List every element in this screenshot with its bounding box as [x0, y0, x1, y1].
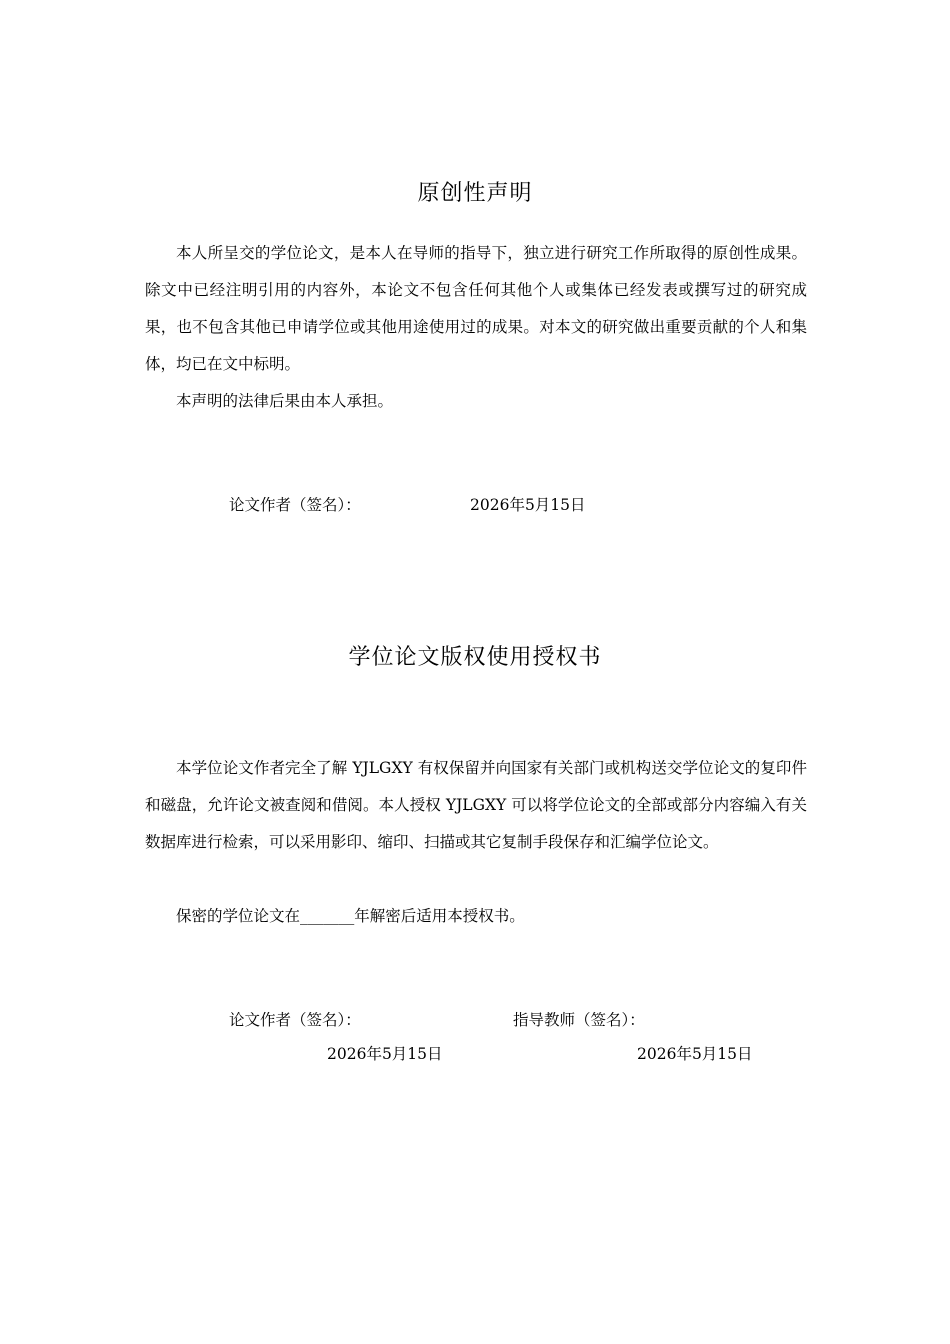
- authorization-title: 学位论文版权使用授权书: [348, 645, 602, 670]
- authorization-advisor-date: 2026年5月15日: [637, 1045, 753, 1063]
- declaration-author-signature-label: 论文作者（签名）：: [229, 496, 361, 514]
- declaration-paragraph-2: 本声明的法律后果由本人承担。: [176, 392, 394, 410]
- declaration-date: 2026年5月15日: [470, 496, 586, 514]
- authorization-paragraph-2: 保密的学位论文在_______年解密后适用本授权书。: [176, 907, 525, 925]
- authorization-author-date: 2026年5月15日: [327, 1045, 443, 1063]
- declaration-paragraph-1: 本人所呈交的学位论文，是本人在导师的指导下，独立进行研究工作所取得的原创性成果。除文中已经注明引用的内容外，本论文不包含任何其他个人或集体已经发表或撰写过的研究成果，也不包含其他已申请学位或其他用途使用过的成果。对本文的研究做出重要贡献的个人和集体，均已在文中标明。: [145, 244, 807, 373]
- authorization-advisor-signature-label: 指导教师（签名）：: [513, 1011, 645, 1029]
- authorization-paragraph-1: 本学位论文作者完全了解 YJLGXY 有权保留并向国家有关部门或机构送交学位论文的复印件和磁盘，允许论文被查阅和借阅。本人授权 YJLGXY 可以将学位论文的全部或部分内容编入有关数据库进行检索，可以采用影印、缩印、扫描或其它复制手段保存和汇编学位论文。: [145, 759, 807, 851]
- declaration-title: 原创性声明: [417, 181, 533, 206]
- authorization-author-signature-label: 论文作者（签名）：: [229, 1011, 361, 1029]
